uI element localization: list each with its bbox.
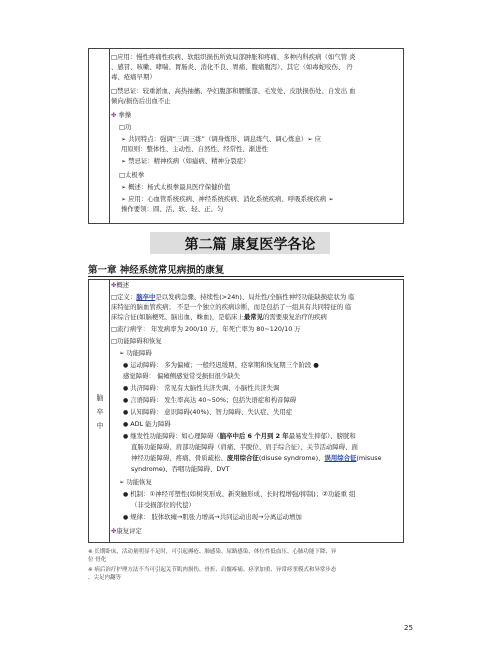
definition-line: □定义：脑卒中是以发病急骤、持续性(>24h)、局灶性/全脑性神经功能缺损症状为 临 xyxy=(111,293,355,301)
definition-line: 床特征的脑血管疾病； 不是一个独立的疾病诊断，而是包括了一组具有共同特征的 临 xyxy=(111,303,352,311)
page-number: 25 xyxy=(404,624,413,632)
footnote: ※ 病后治疗护理方法不当可引起关节肌肉损伤、骨折、肩髋疼痛、痉挛加重、异常痉挛模式和异常步态 xyxy=(88,567,337,573)
chapter-rule xyxy=(88,276,404,277)
table-left-column xyxy=(89,49,110,223)
epidemiology-line: □流行病学： 年发病率为 200/10 万，年死亡率为 80~120/10 万 xyxy=(111,325,301,333)
sub-head-taiji: □太极拳 xyxy=(119,171,145,179)
bullet-item: ➢ 应用：心血管系统疾病、神经系统疾病、消化系统疾病、呼吸系统疾病 ➢ xyxy=(121,195,334,203)
flag-icon: ✤ xyxy=(111,527,117,535)
chapter-title: 第一章 神经系统常见病损的康复 xyxy=(88,265,225,276)
dysfunction-sub: ➢ 功能障碍 xyxy=(119,349,152,357)
secondary-dysfunction: 直肠功能障碍、肩部功能障碍（肩痛、半脱位、肩手综合征）、关节活动障碍、面 xyxy=(131,443,358,451)
table-left-column xyxy=(89,280,110,542)
dysfunction-head: □功能障碍和恢复 xyxy=(111,337,162,345)
stroke-table xyxy=(88,279,404,543)
bullet-item: ➢ 概述：杨式太极拳最具医疗保健价值 xyxy=(121,183,231,191)
secondary-dysfunction: 神经功能障碍、疼痛、骨质疏松、废用综合征(disuse syndrome)、误用综合征(misuse xyxy=(131,454,382,462)
secondary-dysfunction: syndrome)、吞咽功能障碍、DVT xyxy=(131,465,230,473)
bullet-item: ● 运动障碍： 多为偏瘫；一般经迟缓期、痉挛期和恢复期三个阶段 ● xyxy=(123,361,319,369)
bullet-item: ● 言语障碍： 发生率高达 40~50%；包括失语症和构音障碍 xyxy=(123,396,297,404)
sub-head-gong: □功 xyxy=(119,123,132,131)
footnote: 位 骨化 xyxy=(88,557,107,563)
recovery-sub: ➢ 功能恢复 xyxy=(119,478,152,486)
text-line: 、感冒、咳嗽、哮喘、胃肠炎、消化不良、胃痛、腹痛腹泻）、其它（如毒蛇咬伤、 丹 xyxy=(111,63,353,71)
definition-line: 床综合征(如脑梗死、脑出血、蛛血)，是临床上最常见的需要康复治疗的疾病 xyxy=(111,313,327,321)
bullet-item: 操作要领：圆、活、软、轻、正、匀 xyxy=(121,205,224,213)
bullet-item: （非受损部位的代偿） xyxy=(131,501,195,509)
secondary-dysfunction: ● 继发性功能障碍：如心理障碍（脑卒中后 6 个月到 2 年最易发生抑郁）、膀胱和 xyxy=(123,432,356,440)
bullet-item: ● 规律： 肢体软瘫→肌张力增高→共同运动出现→分离运动增加 xyxy=(123,513,302,521)
text-line: □禁忌证：较重淤血、高热抽搐、孕妇腹部和腰骶部、毛发处、皮肤损伤处、自发出 血 xyxy=(111,87,356,95)
bullet-item: 感觉障碍： 偏瘫侧感觉常受损但很少缺失 xyxy=(123,372,241,380)
flag-icon: ✤ xyxy=(111,281,117,289)
table-continued xyxy=(88,48,404,224)
flag-icon: ✤ xyxy=(111,111,117,119)
text-line: □应用：慢性疼痛性疾病、软组织损伤所致局部肿胀和疼痛、多种内科疾病（如气管 炎 xyxy=(111,53,356,61)
section-head-evaluation: ✤康复评定 xyxy=(111,527,142,535)
term-stroke: 脑卒中 xyxy=(136,293,156,301)
bullet-item: 用原则：整体性、主动性、自然性、经常性、渐进性 xyxy=(121,145,268,153)
section-head-overview: ✤概述 xyxy=(111,281,130,289)
bullet-item: ● 认知障碍： 意识障碍(40%)、智力障碍、失认症、失用症 xyxy=(123,408,293,416)
bullet-item: ➢ 禁忌证：精神疾病（如癔病、精神分裂症） xyxy=(121,157,250,165)
footnote: ※ 长期卧床，活动量明显不足时，可引起褥疮、肺感染、尿路感染、体位性低血压、心肺功能下降、异 xyxy=(88,549,337,555)
side-label-char: 脑 xyxy=(96,394,104,402)
text-line: 毒、疮痛早期） xyxy=(111,73,156,81)
bullet-item: ➢ 共同特点：强调“三调三练”（调身炼形、调息练气、调心炼意）➢ 应 xyxy=(121,135,322,143)
text-line: 倾向/损伤后出血不止 xyxy=(111,97,171,105)
bullet-item: ● 机制：①神经可塑性(如树突形成、新突触形成、长时程增强/抑制)；②功能重 组 xyxy=(123,490,356,498)
side-label-char: 中 xyxy=(96,422,104,430)
part-title: 第二篇 康复医学各论 xyxy=(184,237,316,253)
side-label-char: 卒 xyxy=(96,408,104,416)
footnote: 、尖足内翻等 xyxy=(88,575,122,581)
bullet-item: ● ADL 能力障碍 xyxy=(123,420,171,428)
bullet-item: ● 共济障碍： 常见有大脑性共济失调、小脑性共济失调 xyxy=(123,384,280,392)
section-head-quancao: ✤ 拳操 xyxy=(111,111,132,119)
